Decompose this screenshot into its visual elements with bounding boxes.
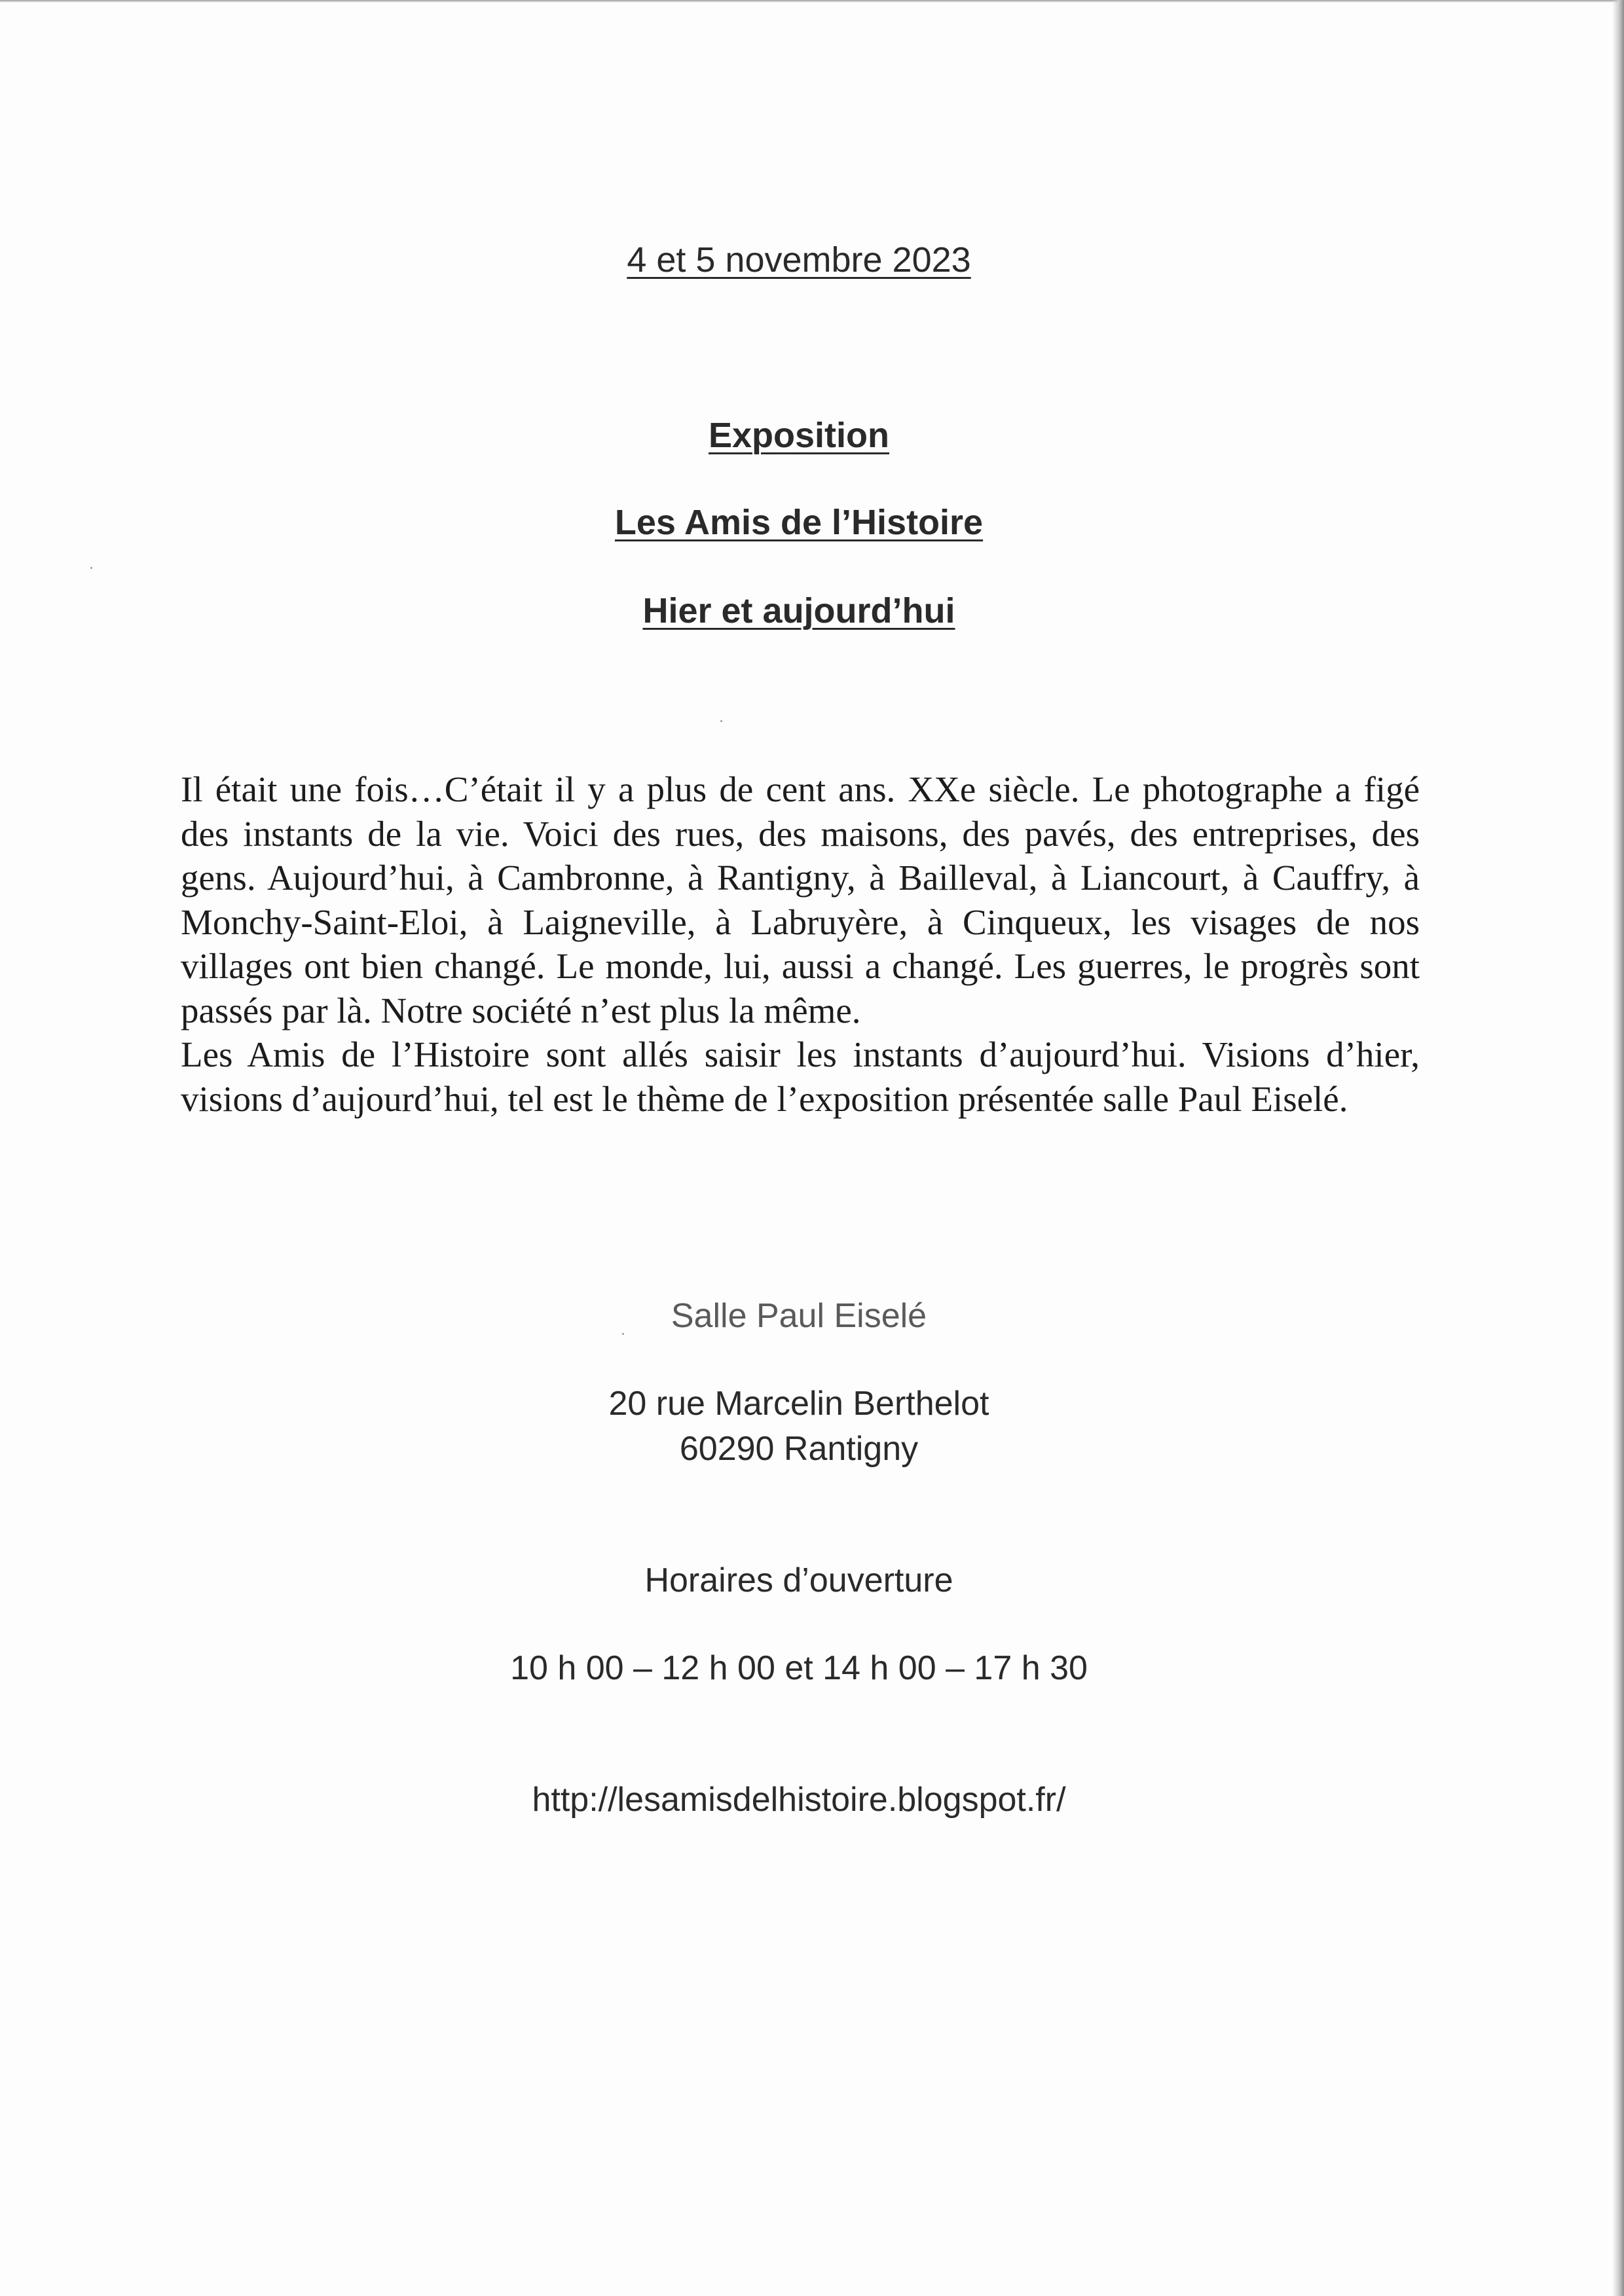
venue-street: 20 rue Marcelin Berthelot — [608, 1385, 989, 1423]
heading-exposition: Exposition — [708, 416, 889, 455]
scan-edge-right — [1612, 0, 1624, 2296]
website-url[interactable]: http://lesamisdelhistoire.blogspot.fr/ — [532, 1781, 1066, 1819]
description-paragraph-1: Il était une fois…C’était il y a plus de cent ans. XXe siècle. Le photographe a figé des instants de la vie. Voici des rues, des maisons, des pavés, des entreprises, des gens. Aujourd’hui, à Cambronne, à Rantigny, à Bailleval, à Liancourt, à Cauffry, à Monchy-Saint-Eloi, à Laigneville, à Labruyère, à Cinqueux, les visages de nos villages ont bien changé. Le monde, lui, aussi a changé. Les guerres, le progrès sont passés par là. Notre société n’est plus la même. — [181, 769, 1420, 1030]
scan-edge-top — [0, 0, 1624, 3]
opening-hours: 10 h 00 – 12 h 00 et 14 h 00 – 17 h 30 — [510, 1649, 1088, 1687]
scan-speck — [720, 720, 722, 722]
heading-theme: Hier et aujourd’hui — [642, 591, 955, 630]
description-text — [181, 767, 1420, 1121]
scan-speck — [90, 567, 92, 569]
opening-hours-title: Horaires d’ouverture — [644, 1561, 953, 1599]
venue-city: 60290 Rantigny — [679, 1430, 919, 1468]
event-date: 4 et 5 novembre 2023 — [627, 240, 971, 280]
venue-name: Salle Paul Eiselé — [671, 1297, 927, 1335]
description-paragraph-2: Les Amis de l’Histoire sont allés saisir les instants d’aujourd’hui. Visions d’hier, visions d’aujourd’hui, tel est le thème de l’exposition présentée salle Paul Eiselé. — [181, 1034, 1420, 1119]
heading-association: Les Amis de l’Histoire — [614, 503, 984, 542]
